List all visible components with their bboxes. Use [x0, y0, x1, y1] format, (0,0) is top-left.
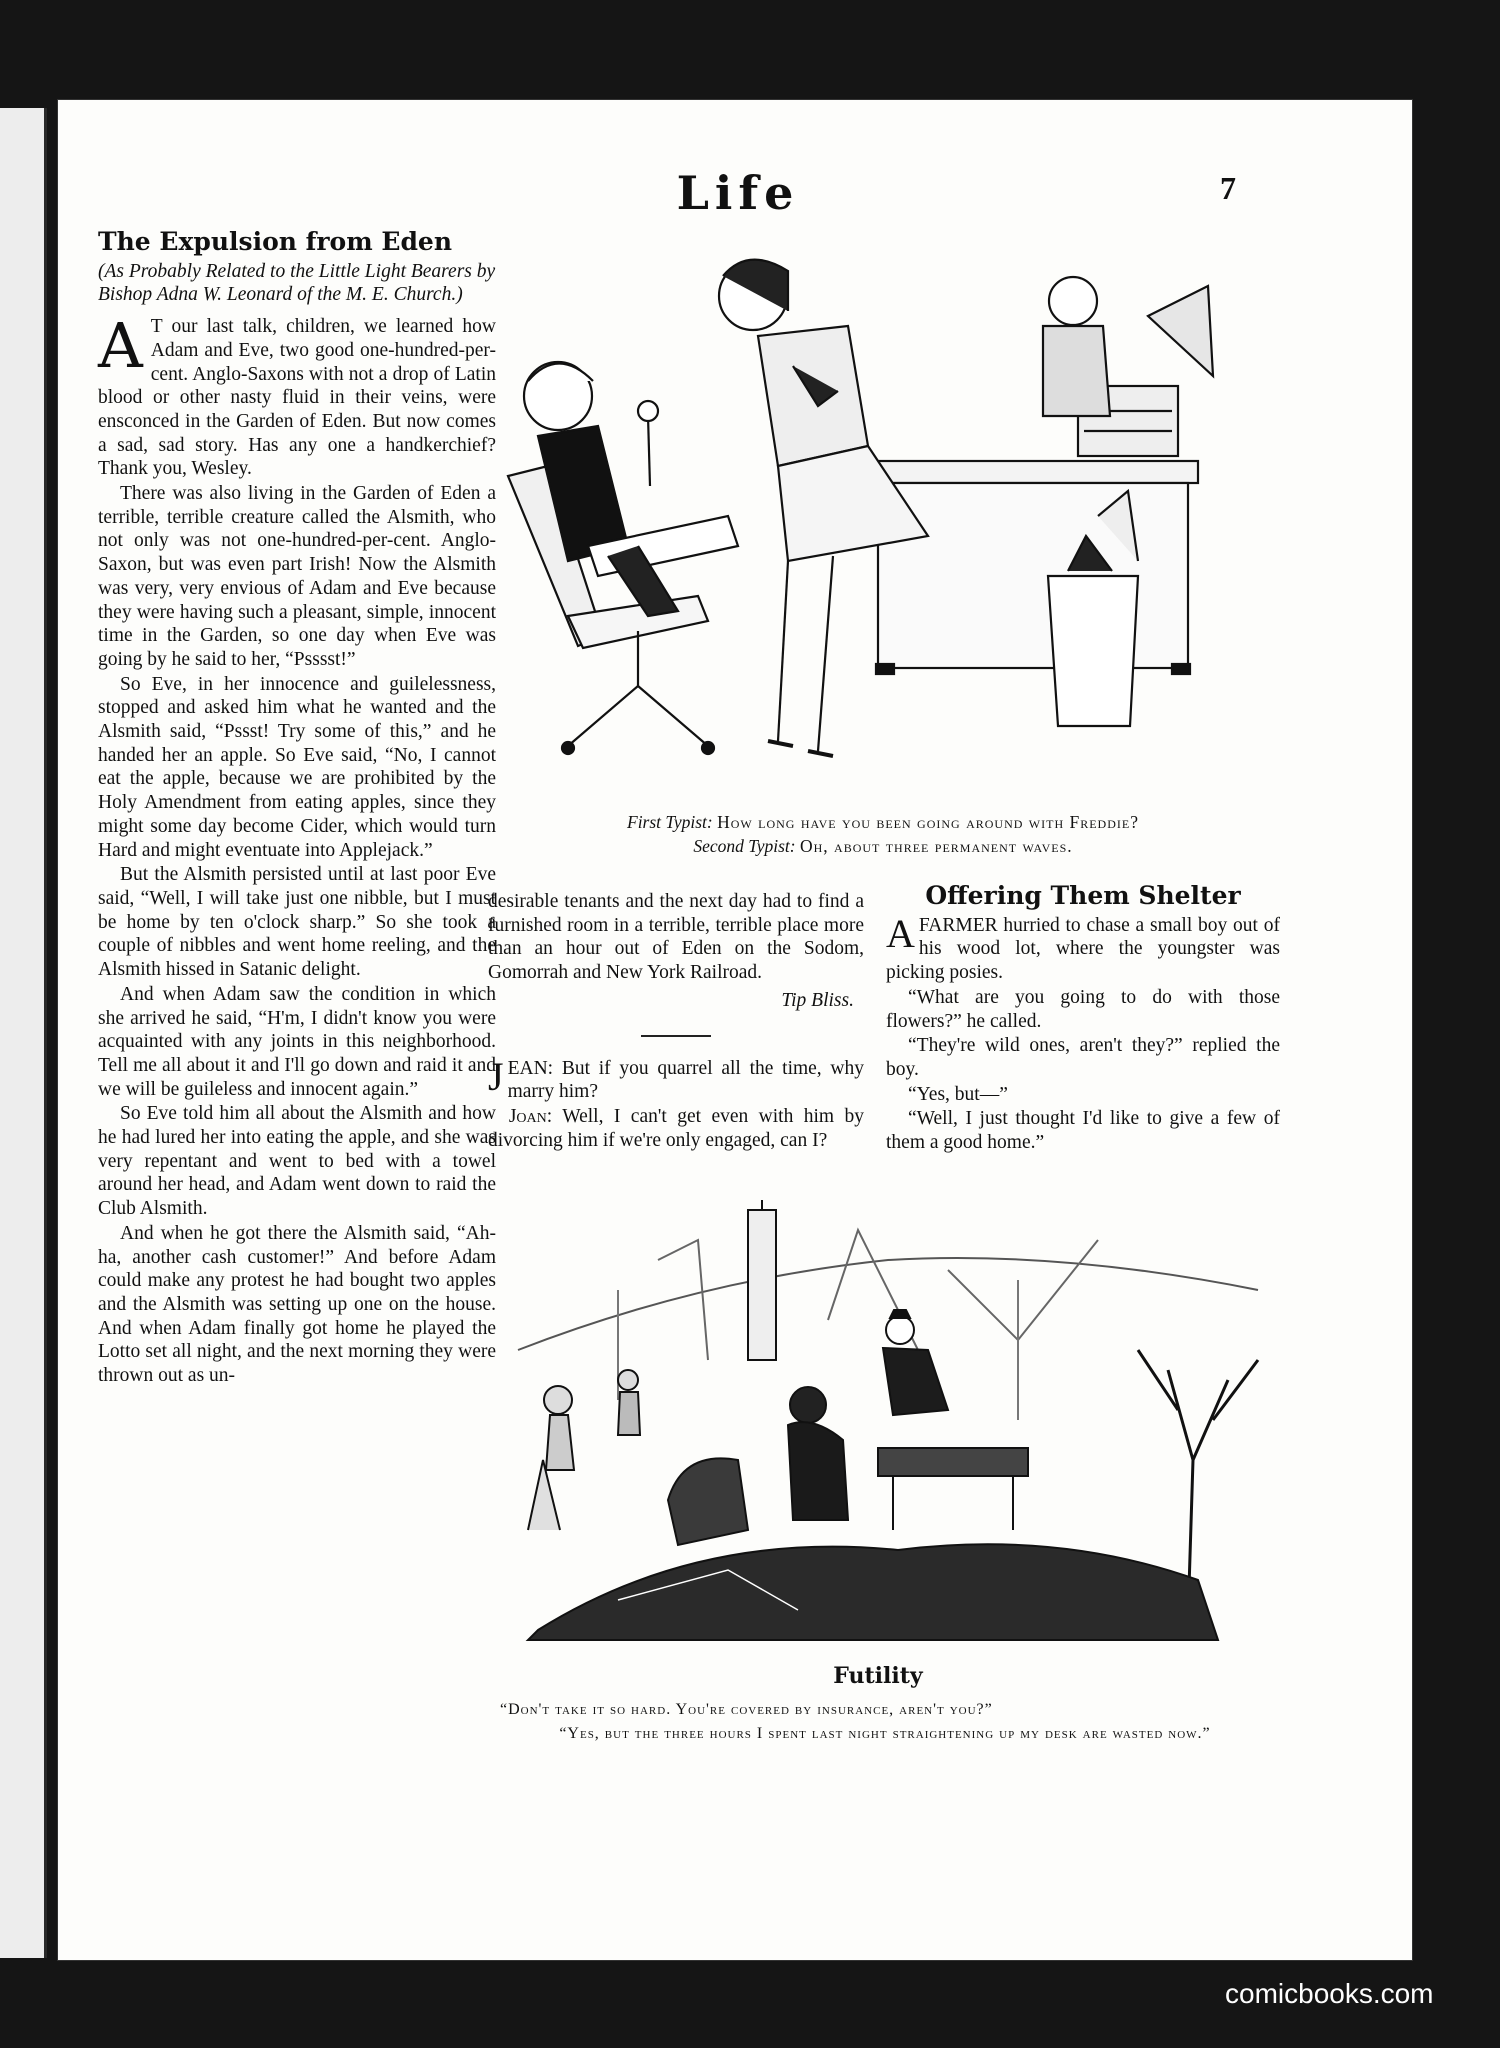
futility-title: Futility [833, 1663, 923, 1689]
article-paragraph: “Yes, but—” [908, 1083, 1008, 1105]
article-paragraph: A T our last talk, children, we learned how Adam and Eve, two good one-hundred-per-cent. Anglo-Saxons with not a drop of Latin blood or other nasty fluid in their veins, were ensconced in the Garden of Eden. But now comes a sad, sad story. Has any one a handkerchief? Thank you, Wesley. [98, 309, 496, 480]
drop-cap: J [488, 1053, 504, 1099]
article-offering-them-shelter [886, 881, 1280, 1156]
article-paragraph: So Eve told him all about the Alsmith and how he had lured her into eating the apple, and she was very repentant and went to bed with a towel around her head, and Adam went down to raid the Club Alsmith. [98, 1103, 496, 1220]
article-continuation: desirable tenants and the next day had to find a furnished room in a terrible, terrible place more than an hour out of Eden on the Sodom, Gomorrah and New York Railroad. [488, 891, 864, 984]
dialog-line: JEAN: But if you quarrel all the time, why marry him? [488, 1053, 865, 1103]
site-watermark: comicbooks.com [1225, 1978, 1434, 2009]
caption-line: “Don't take it so hard. You're covered by insurance, aren't you?” [500, 1701, 993, 1718]
middle-column [488, 890, 864, 1153]
article-title: Offering Them Shelter [925, 881, 1241, 910]
jean-joan-dialog [488, 1053, 865, 1153]
article-paragraph: “They're wild ones, aren't they?” replied the boy. [886, 1035, 1280, 1080]
futility-cartoon-illustration [498, 1200, 1278, 1655]
typists-cartoon-illustration [488, 216, 1288, 806]
article-subtitle: (As Probably Related to the Little Light Bearers by Bishop Adna W. Leonard of the M. E. Church.) [98, 260, 496, 306]
article-paragraph: So Eve, in her innocence and guilelessness, stopped and asked him what he wanted and the Alsmith said, “Pssst! Try some of this,” and he handed her an apple. So Eve said, “No, I cannot eat the apple, because we are prohibited by the Holy Amendment from eating apples, since they might some day become Cider, which would turn Hard and might eventuate into Applejack.” [98, 673, 496, 861]
caption-line: Oh, about three permanent waves. [799, 836, 1073, 856]
caption-line: How long have you been going around with Freddie? [717, 812, 1139, 832]
article-title: The Expulsion from Eden [98, 227, 453, 256]
page-number: 7 [1220, 170, 1236, 206]
magazine-page [58, 100, 1412, 1960]
masthead: Life [676, 166, 800, 220]
dialog-line: Joan: Well, I can't get even with him by divorcing him if we're only engaged, can I? [488, 1105, 865, 1151]
caption-speaker: First Typist: [627, 812, 713, 832]
article-paragraph: And when he got there the Alsmith said, “Ah-ha, another cash customer!” And before Adam could make any protest he had bought two apples and the Alsmith was setting up one on the house. And when Adam finally got home he played the Lotto set all night, and the next morning they were thrown out as un- [98, 1222, 496, 1387]
futility-caption [500, 1698, 1270, 1746]
article-paragraph: And when Adam saw the condition in which she arrived he said, “H'm, I didn't know you were acquainted with any joints in this neighborhood. Tell me all about it and I'll go down and raid it and we will be guileless and innocent again.” [98, 983, 496, 1100]
caption-line: “Yes, but the three hours I spent last night straightening up my desk are wasted now.” [559, 1725, 1211, 1742]
article-paragraph: “Well, I just thought I'd like to give a few of them a good home.” [886, 1108, 1280, 1154]
caption-speaker: Second Typist: [693, 836, 796, 856]
article-paragraph: AFARMER hurried to chase a small boy out of his wood lot, where the youngster was picking posies. [886, 910, 1280, 984]
article-paragraph: “What are you going to do with those flowers?” he called. [886, 986, 1280, 1032]
adjacent-page-edge [0, 108, 47, 1958]
article-paragraph: But the Alsmith persisted until at last poor Eve said, “Well, I will take just one nibble, but I must be home by ten o'clock sharp.” So she took a couple of nibbles and went home reeling, and the Alsmith hissed in Satanic delight. [98, 864, 496, 981]
drop-cap: A [98, 309, 143, 383]
drop-cap: A [886, 910, 915, 956]
typists-cartoon-caption [453, 810, 1313, 858]
section-divider [641, 1035, 711, 1037]
article-expulsion-from-eden [98, 227, 496, 1389]
author-signature: Tip Bliss. [781, 989, 854, 1011]
article-paragraph: There was also living in the Garden of Eden a terrible, terrible creature called the Alsmith, who not only was not one-hundred-per-cent. Anglo-Saxon, but was even part Irish! Now the Alsmith was very, very envious of Adam and Eve because they were having such a pleasant, simple, innocent time in the Garden, so one day when Eve was going by he said to her, “Psssst!” [98, 483, 496, 670]
